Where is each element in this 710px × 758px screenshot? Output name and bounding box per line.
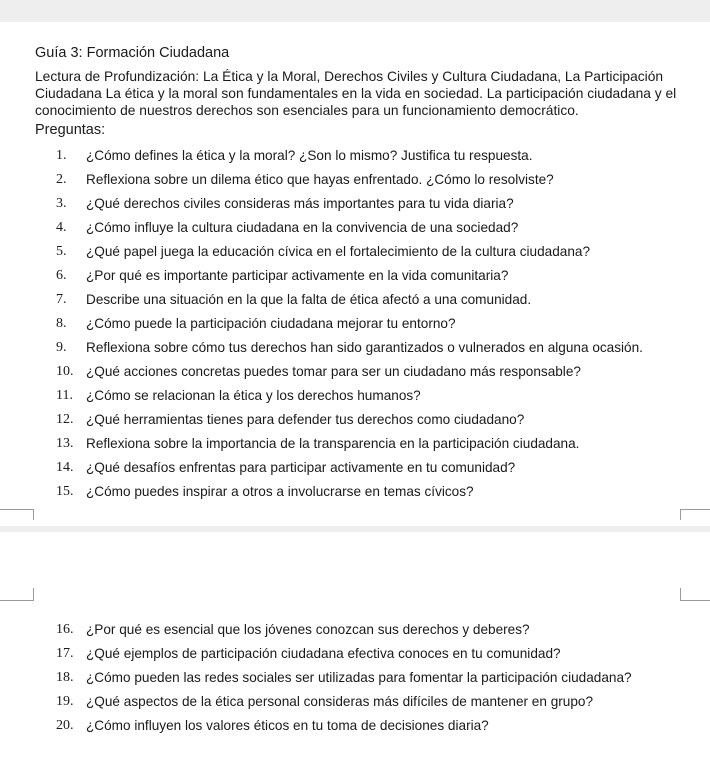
- question-text: ¿Cómo influye la cultura ciudadana en la convivencia de una sociedad?: [86, 220, 519, 235]
- question-number: 9.: [56, 340, 67, 355]
- question-number: 16.: [56, 622, 74, 637]
- question-number: 8.: [56, 316, 67, 331]
- question-number: 1.: [56, 148, 67, 163]
- question-text: ¿Qué ejemplos de participación ciudadana efectiva conoces en tu comunidad?: [86, 646, 561, 661]
- document-title: Guía 3: Formación Ciudadana: [35, 45, 230, 61]
- question-number: 14.: [56, 460, 74, 475]
- document-page-2: [0, 532, 710, 758]
- question-text: ¿Cómo influyen los valores éticos en tu toma de decisiones diaria?: [86, 718, 489, 733]
- question-number: 19.: [56, 694, 74, 709]
- question-number: 18.: [56, 670, 74, 685]
- question-number: 20.: [56, 718, 74, 733]
- question-text: Reflexiona sobre un dilema ético que hayas enfrentado. ¿Cómo lo resolviste?: [86, 172, 554, 187]
- questions-label: Preguntas:: [35, 122, 106, 138]
- question-text: ¿Qué aspectos de la ética personal consideras más difíciles de mantener en grupo?: [86, 694, 594, 709]
- question-text: ¿Qué papel juega la educación cívica en el fortalecimiento de la cultura ciudadana?: [86, 244, 591, 259]
- question-text: ¿Qué desafíos enfrentas para participar activamente en tu comunidad?: [86, 460, 516, 475]
- question-text: ¿Qué herramientas tienes para defender tus derechos como ciudadano?: [86, 412, 525, 427]
- question-text: ¿Por qué es esencial que los jóvenes conozcan sus derechos y deberes?: [86, 622, 530, 637]
- question-number: 7.: [56, 292, 67, 307]
- question-text: ¿Cómo pueden las redes sociales ser utilizadas para fomentar la participación ciudadana?: [86, 670, 632, 685]
- question-number: 13.: [56, 436, 74, 451]
- question-text: ¿Por qué es importante participar activamente en la vida comunitaria?: [86, 268, 509, 283]
- question-text: ¿Cómo puedes inspirar a otros a involucrarse en temas cívicos?: [86, 484, 474, 499]
- question-text: Reflexiona sobre la importancia de la transparencia en la participación ciudadana.: [86, 436, 580, 451]
- question-number: 15.: [56, 484, 74, 499]
- document-page-1: [0, 22, 710, 526]
- question-text: ¿Cómo defines la ética y la moral? ¿Son lo mismo? Justifica tu respuesta.: [86, 148, 533, 163]
- intro-paragraph: [35, 68, 685, 119]
- page-corner-mark: [0, 509, 34, 520]
- page-corner-mark: [680, 588, 710, 601]
- question-number: 10.: [56, 364, 74, 379]
- intro-heading: Lectura de Profundización: La Ética y la Moral, Derechos Civiles y Cultura Ciudadana, La Participación Ciudadana: [35, 69, 664, 101]
- question-number: 6.: [56, 268, 67, 283]
- page-corner-mark: [680, 509, 710, 520]
- question-number: 3.: [56, 196, 67, 211]
- question-text: ¿Cómo se relacionan la ética y los derechos humanos?: [86, 388, 421, 403]
- intro-body: La ética y la moral son fundamentales en la vida en sociedad. La participación ciudadana y el conocimiento de nuestros derechos son esenciales para un funcionamiento democrático.: [35, 86, 677, 118]
- question-number: 4.: [56, 220, 67, 235]
- question-text: Reflexiona sobre cómo tus derechos han sido garantizados o vulnerados en alguna ocasión.: [86, 340, 643, 355]
- question-number: 12.: [56, 412, 74, 427]
- page-corner-mark: [0, 588, 34, 601]
- question-text: ¿Qué derechos civiles consideras más importantes para tu vida diaria?: [86, 196, 514, 211]
- question-text: ¿Cómo puede la participación ciudadana mejorar tu entorno?: [86, 316, 456, 331]
- question-number: 17.: [56, 646, 74, 661]
- question-text: ¿Qué acciones concretas puedes tomar para ser un ciudadano más responsable?: [86, 364, 581, 379]
- question-number: 5.: [56, 244, 67, 259]
- question-number: 11.: [56, 388, 73, 403]
- question-text: Describe una situación en la que la falta de ética afectó a una comunidad.: [86, 292, 532, 307]
- question-number: 2.: [56, 172, 67, 187]
